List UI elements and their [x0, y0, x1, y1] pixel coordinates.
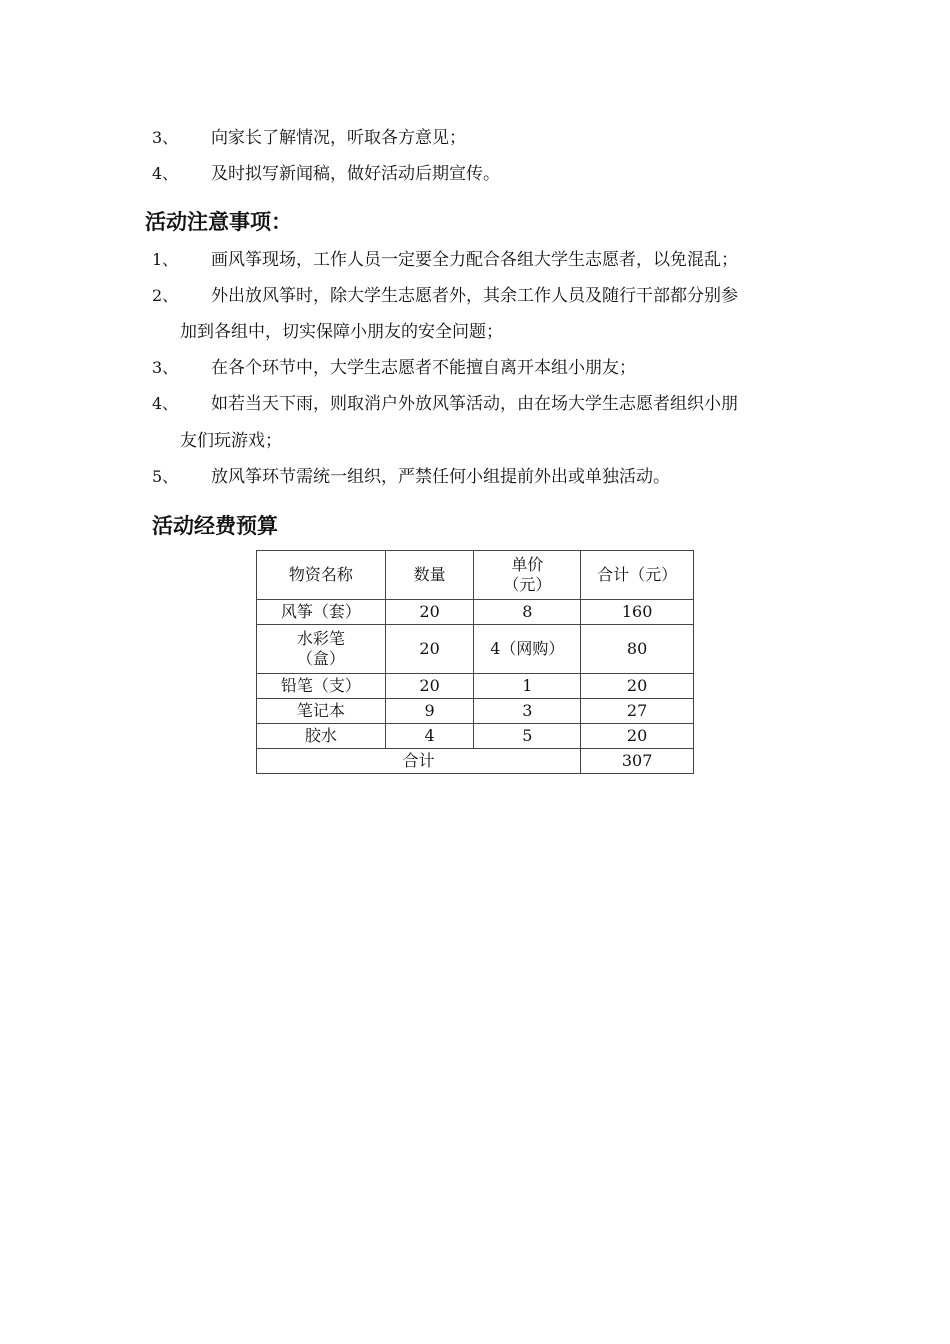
list-number: 3、 — [152, 128, 179, 147]
cell-price: 1 — [474, 674, 581, 699]
list-item-text: 向家长了解情况，听取各方意见； — [211, 128, 466, 148]
cell-price: 4（网购） — [474, 625, 581, 674]
header-total: 合计（元） — [581, 551, 694, 600]
header-price-line2: （元） — [503, 575, 552, 594]
table-row — [257, 600, 694, 625]
table-header-row — [257, 551, 694, 600]
sum-label: 合计 — [257, 749, 581, 774]
note-text-continued: 友们玩游戏； — [180, 431, 282, 451]
note-text: 外出放风筝时，除大学生志愿者外，其余工作人员及随行干部都分别参 — [211, 286, 738, 306]
cell-name: 笔记本 — [257, 699, 386, 724]
cell-total: 160 — [581, 600, 694, 625]
cell-price: 5 — [474, 724, 581, 749]
cell-price: 3 — [474, 699, 581, 724]
list-number: 4、 — [152, 164, 179, 183]
cell-qty: 4 — [385, 724, 474, 749]
table-row — [257, 674, 694, 699]
cell-qty: 20 — [385, 674, 474, 699]
cell-price: 8 — [474, 600, 581, 625]
cell-name: 胶水 — [257, 724, 386, 749]
budget-table — [256, 550, 694, 774]
sum-value: 307 — [581, 749, 694, 774]
cell-qty: 20 — [385, 600, 474, 625]
budget-heading: 活动经费预算 — [152, 514, 278, 538]
note-text: 画风筝现场，工作人员一定要全力配合各组大学生志愿者，以免混乱； — [211, 250, 738, 270]
note-number: 3、 — [152, 358, 179, 377]
cell-name — [257, 625, 386, 674]
cell-total: 80 — [581, 625, 694, 674]
note-number: 4、 — [152, 394, 179, 413]
note-number: 2、 — [152, 286, 179, 305]
note-text: 在各个环节中，大学生志愿者不能擅自离开本组小朋友； — [211, 358, 636, 378]
cell-name-line1: 水彩笔 — [296, 629, 345, 648]
note-number: 1、 — [152, 250, 179, 269]
table-row — [257, 699, 694, 724]
notes-heading: 活动注意事项： — [145, 210, 292, 234]
cell-qty: 9 — [385, 699, 474, 724]
note-text: 如若当天下雨，则取消户外放风筝活动，由在场大学生志愿者组织小朋 — [211, 394, 738, 414]
table-row — [257, 724, 694, 749]
header-qty: 数量 — [385, 551, 474, 600]
note-text: 放风筝环节需统一组织，严禁任何小组提前外出或单独活动。 — [211, 467, 670, 487]
header-name: 物资名称 — [257, 551, 386, 600]
cell-total: 20 — [581, 674, 694, 699]
note-text-continued: 加到各组中，切实保障小朋友的安全问题； — [180, 322, 503, 342]
table-sum-row — [257, 749, 694, 774]
cell-total: 27 — [581, 699, 694, 724]
cell-name: 风筝（套） — [257, 600, 386, 625]
cell-name: 铅笔（支） — [257, 674, 386, 699]
note-number: 5、 — [152, 467, 179, 486]
header-price-line1: 单价 — [511, 555, 544, 574]
list-item-text: 及时拟写新闻稿，做好活动后期宣传。 — [211, 164, 500, 184]
header-price — [474, 551, 581, 600]
table-row — [257, 625, 694, 674]
cell-qty: 20 — [385, 625, 474, 674]
cell-total: 20 — [581, 724, 694, 749]
cell-name-line2: （盒） — [296, 649, 345, 668]
